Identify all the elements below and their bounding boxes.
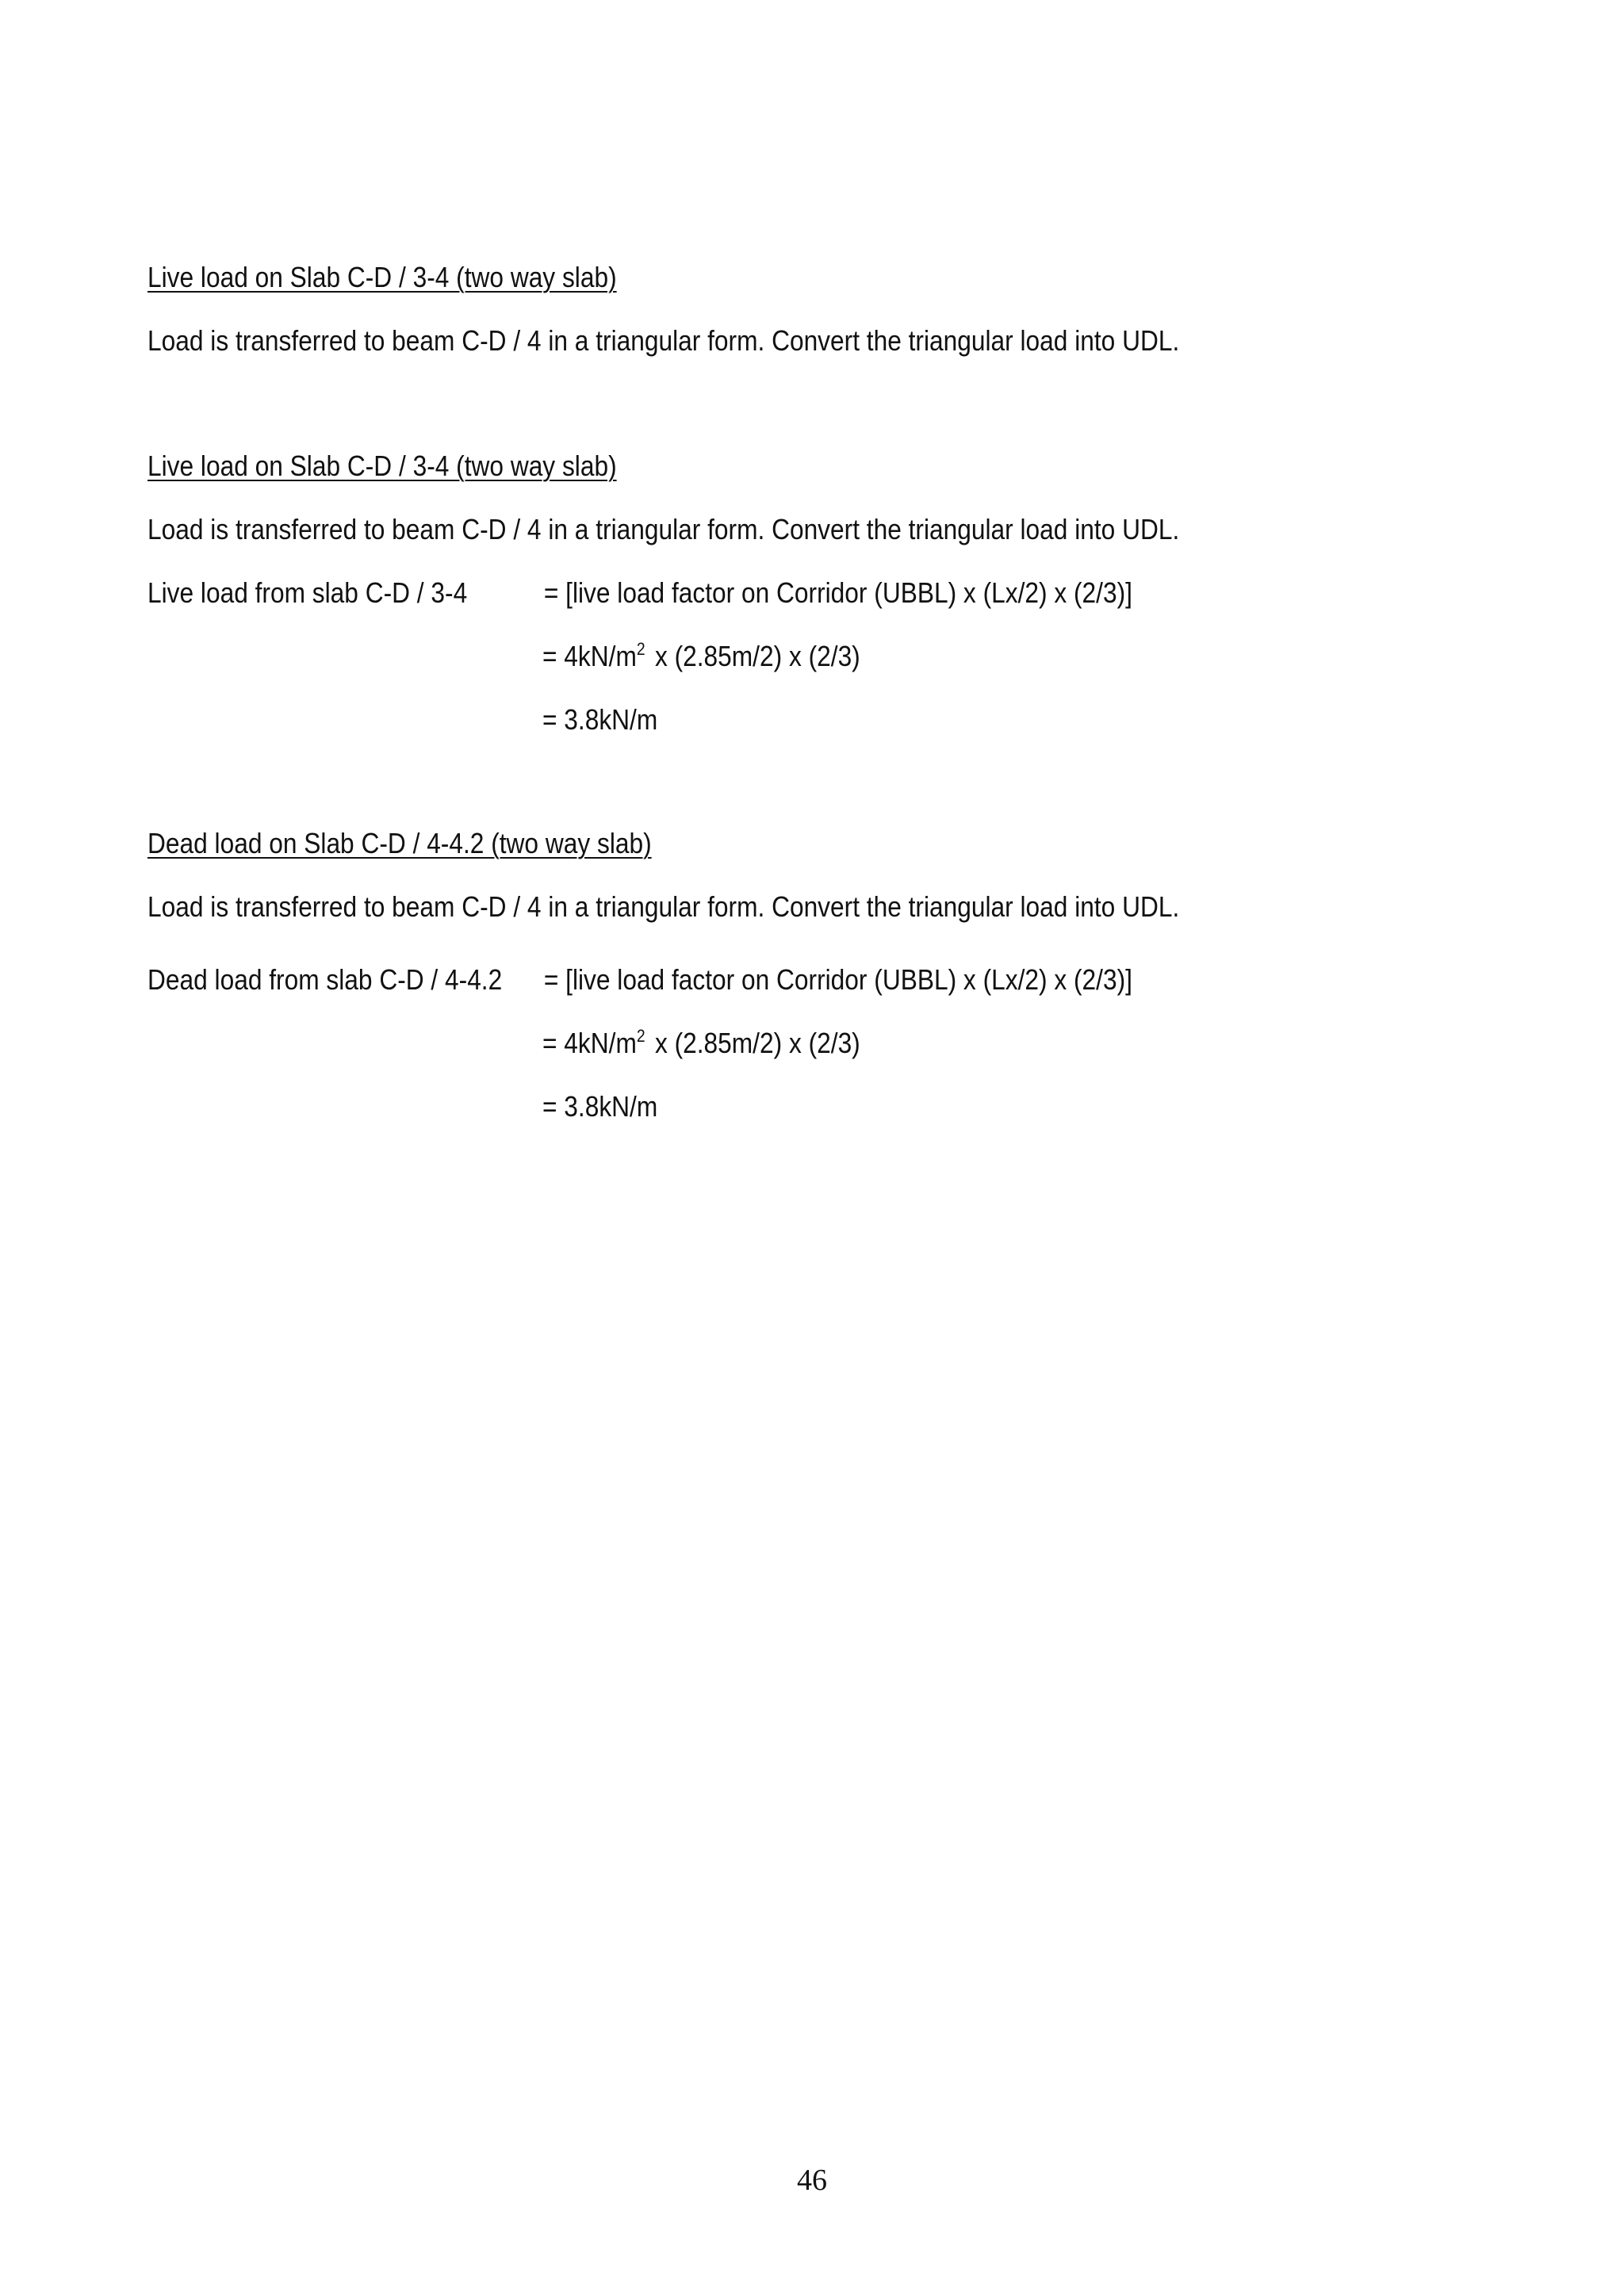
section-2-substitution-pre: = 4kN/m bbox=[542, 640, 637, 672]
section-3-substitution-pre: = 4kN/m bbox=[542, 1027, 637, 1059]
section-2-heading: Live load on Slab C-D / 3-4 (two way slab) bbox=[147, 450, 617, 482]
section-2-description: Load is transferred to beam C-D / 4 in a triangular form. Convert the triangular load into UDL. bbox=[147, 513, 1180, 545]
section-3-substitution-post: x (2.85m/2) x (2/3) bbox=[648, 1027, 860, 1059]
section-1-heading: Live load on Slab C-D / 3-4 (two way slab) bbox=[147, 261, 617, 293]
section-3-calc-label: Dead load from slab C-D / 4-4.2 bbox=[147, 963, 503, 996]
section-3-heading: Dead load on Slab C-D / 4-4.2 (two way slab) bbox=[147, 827, 652, 859]
section-2-formula: = [live load factor on Corridor (UBBL) x (Lx/2) x (2/3)] bbox=[543, 576, 1132, 609]
section-3-description: Load is transferred to beam C-D / 4 in a triangular form. Convert the triangular load into UDL. bbox=[147, 890, 1180, 923]
section-2-calc-label: Live load from slab C-D / 3-4 bbox=[147, 576, 468, 609]
section-3-substitution-sup: 2 bbox=[636, 1026, 645, 1046]
section-3-result: = 3.8kN/m bbox=[542, 1090, 658, 1123]
section-3-formula: = [live load factor on Corridor (UBBL) x (Lx/2) x (2/3)] bbox=[543, 963, 1132, 996]
section-2-substitution-sup: 2 bbox=[636, 639, 645, 659]
section-2-calc-row bbox=[147, 576, 1132, 610]
section-1-description: Load is transferred to beam C-D / 4 in a triangular form. Convert the triangular load into UDL. bbox=[147, 324, 1180, 357]
section-2-substitution bbox=[542, 639, 860, 674]
section-3-calc-row bbox=[147, 962, 1132, 997]
section-2-result: = 3.8kN/m bbox=[542, 703, 658, 736]
section-3-substitution bbox=[542, 1026, 860, 1061]
page-number: 46 bbox=[797, 2164, 827, 2197]
section-2-substitution-post: x (2.85m/2) x (2/3) bbox=[648, 640, 860, 672]
